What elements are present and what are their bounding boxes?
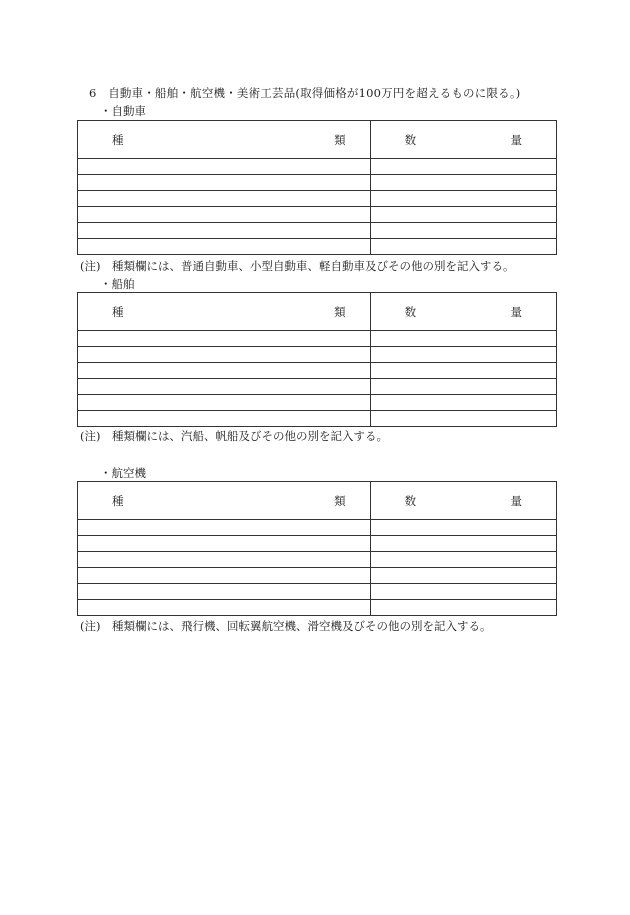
kind-header-char-1: 種 <box>112 132 124 147</box>
table-row <box>78 552 557 568</box>
quantity-cell[interactable] <box>370 331 556 347</box>
kind-cell[interactable] <box>78 363 371 379</box>
quantity-cell[interactable] <box>370 191 556 207</box>
quantity-cell[interactable] <box>370 552 556 568</box>
table-row <box>78 175 557 191</box>
table-row <box>78 159 557 175</box>
kind-cell[interactable] <box>78 159 371 175</box>
kind-column-header <box>78 482 371 520</box>
table-row <box>78 584 557 600</box>
quantity-cell[interactable] <box>370 207 556 223</box>
kind-cell[interactable] <box>78 223 371 239</box>
kind-header-char-2: 類 <box>334 493 346 508</box>
kind-cell[interactable] <box>78 379 371 395</box>
table-row <box>78 536 557 552</box>
table-row <box>78 331 557 347</box>
table-row <box>78 411 557 427</box>
kind-cell[interactable] <box>78 175 371 191</box>
kind-cell[interactable] <box>78 536 371 552</box>
quantity-column-header <box>370 293 556 331</box>
table-row <box>78 600 557 616</box>
table-row <box>78 239 557 255</box>
kind-header-char-2: 類 <box>334 304 346 319</box>
table-row <box>78 520 557 536</box>
quantity-column-header <box>370 482 556 520</box>
subsection-title-aircraft: ・航空機 <box>100 466 146 480</box>
table-header-row <box>78 482 557 520</box>
quantity-cell[interactable] <box>370 584 556 600</box>
quantity-header-char-1: 数 <box>404 304 417 319</box>
quantity-cell[interactable] <box>370 600 556 616</box>
kind-cell[interactable] <box>78 191 371 207</box>
quantity-header-char-1: 数 <box>404 132 417 147</box>
kind-cell[interactable] <box>78 395 371 411</box>
table-row <box>78 395 557 411</box>
table-row <box>78 191 557 207</box>
quantity-cell[interactable] <box>370 568 556 584</box>
aircraft-note: (注) 種類欄には、飛行機、回転翼航空機、滑空機及びその他の別を記入する。 <box>80 619 492 633</box>
ship-table <box>77 292 557 427</box>
kind-header-char-1: 種 <box>112 493 124 508</box>
quantity-header-char-2: 量 <box>510 132 522 147</box>
kind-cell[interactable] <box>78 552 371 568</box>
kind-cell[interactable] <box>78 239 371 255</box>
automobile-table <box>77 120 557 255</box>
kind-column-header <box>78 121 371 159</box>
kind-header-char-1: 種 <box>112 304 124 319</box>
table-row <box>78 363 557 379</box>
kind-cell[interactable] <box>78 347 371 363</box>
quantity-cell[interactable] <box>370 379 556 395</box>
quantity-header-char-2: 量 <box>510 304 522 319</box>
kind-cell[interactable] <box>78 331 371 347</box>
quantity-header-char-2: 量 <box>510 493 522 508</box>
table-row <box>78 347 557 363</box>
subsection-title-ship: ・船舶 <box>100 277 135 291</box>
kind-header-char-2: 類 <box>334 132 346 147</box>
automobile-note: (注) 種類欄には、普通自動車、小型自動車、軽自動車及びその他の別を記入する。 <box>80 259 515 273</box>
quantity-cell[interactable] <box>370 175 556 191</box>
kind-cell[interactable] <box>78 584 371 600</box>
table-row <box>78 207 557 223</box>
quantity-cell[interactable] <box>370 347 556 363</box>
quantity-cell[interactable] <box>370 411 556 427</box>
quantity-cell[interactable] <box>370 395 556 411</box>
quantity-cell[interactable] <box>370 223 556 239</box>
quantity-cell[interactable] <box>370 159 556 175</box>
quantity-cell[interactable] <box>370 363 556 379</box>
table-row <box>78 568 557 584</box>
quantity-cell[interactable] <box>370 239 556 255</box>
subsection-title-automobile: ・自動車 <box>100 104 146 118</box>
aircraft-table <box>77 481 557 616</box>
quantity-header-char-1: 数 <box>404 493 417 508</box>
quantity-column-header <box>370 121 556 159</box>
kind-cell[interactable] <box>78 520 371 536</box>
quantity-cell[interactable] <box>370 520 556 536</box>
kind-cell[interactable] <box>78 600 371 616</box>
section-heading: 6 自動車・船舶・航空機・美術工芸品(取得価格が100万円を超えるものに限る。) <box>89 86 521 100</box>
kind-cell[interactable] <box>78 568 371 584</box>
table-header-row <box>78 293 557 331</box>
ship-note: (注) 種類欄には、汽船、帆船及びその他の別を記入する。 <box>80 429 388 443</box>
kind-cell[interactable] <box>78 411 371 427</box>
kind-column-header <box>78 293 371 331</box>
table-header-row <box>78 121 557 159</box>
kind-cell[interactable] <box>78 207 371 223</box>
quantity-cell[interactable] <box>370 536 556 552</box>
table-row <box>78 223 557 239</box>
table-row <box>78 379 557 395</box>
